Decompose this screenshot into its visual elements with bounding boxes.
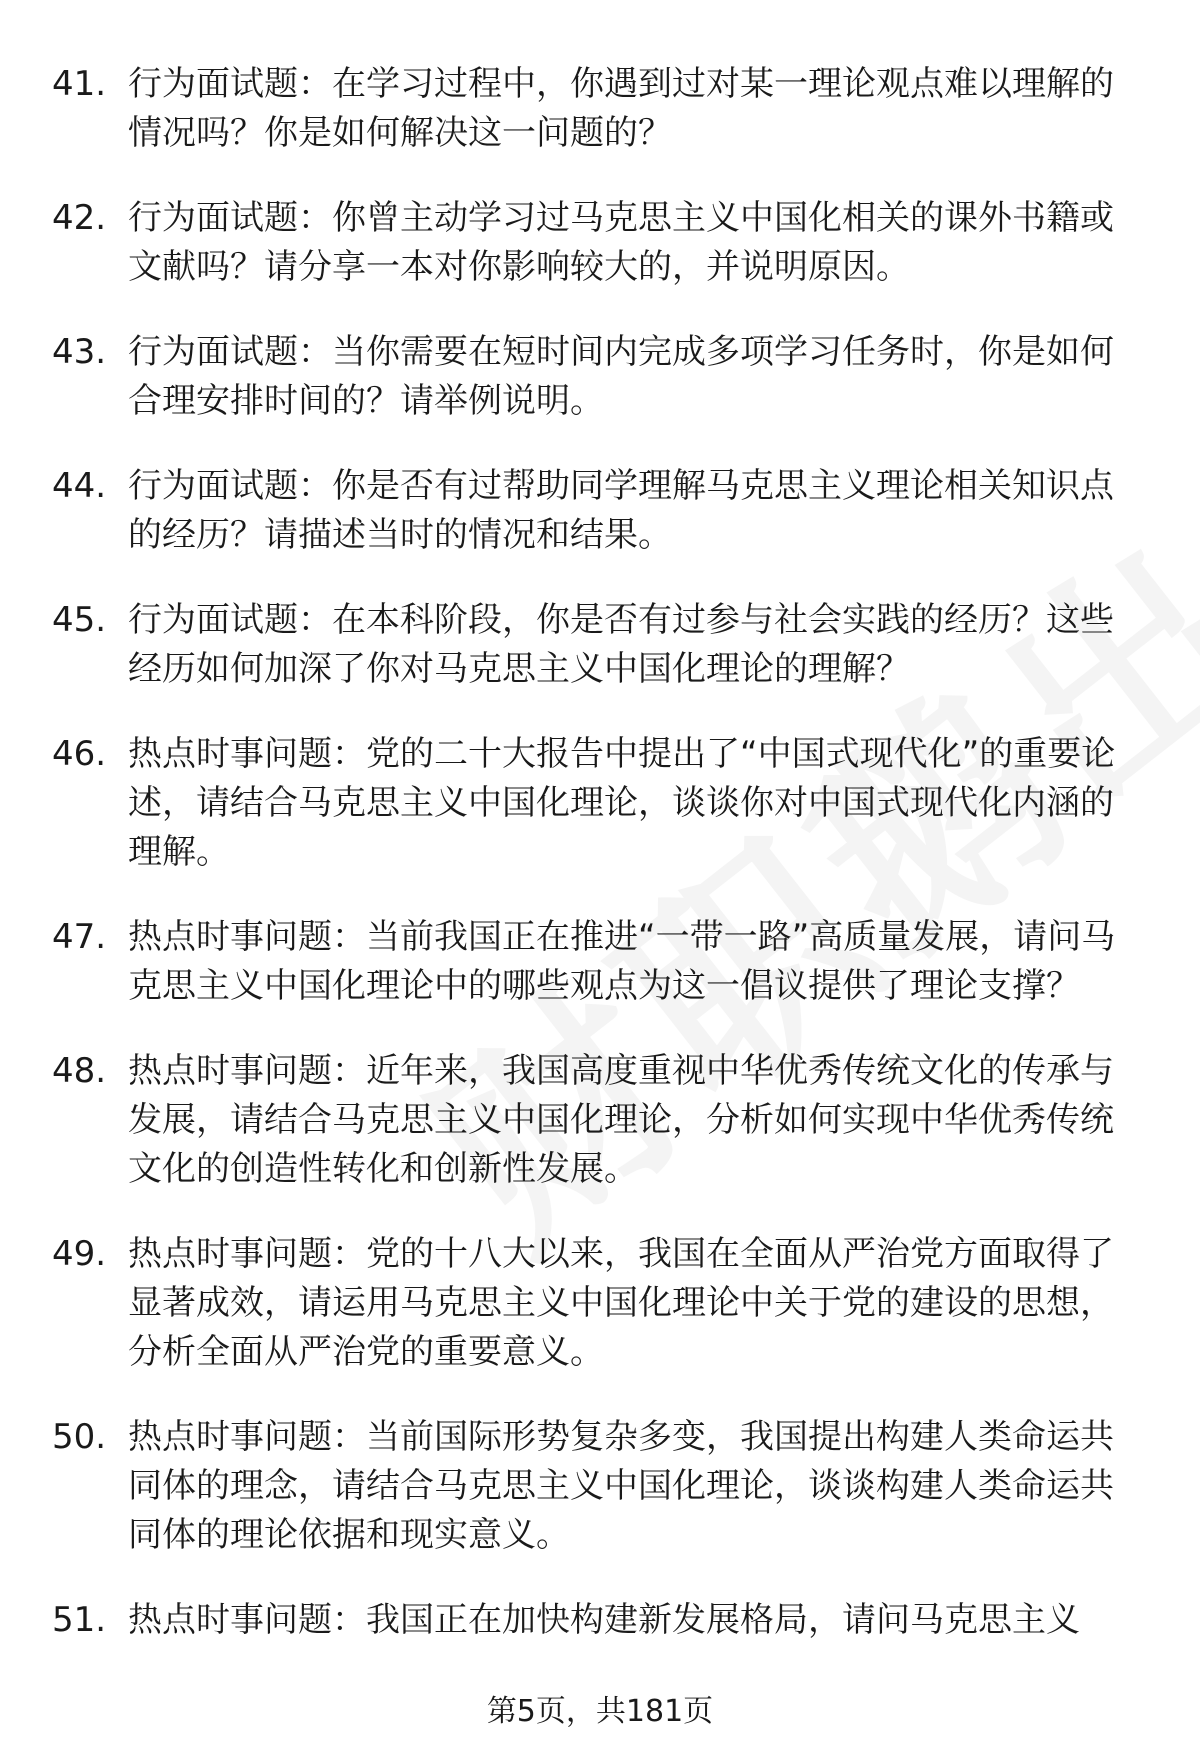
question-number: 50.	[52, 1417, 107, 1457]
question-number: 44.	[52, 466, 107, 506]
question-number: 43.	[52, 332, 107, 372]
question-text: 行为面试题：当你需要在短时间内完成多项学习任务时，你是如何合理安排时间的？请举例说明。	[128, 332, 1114, 421]
question-text: 热点时事问题：近年来，我国高度重视中华优秀传统文化的传承与发展，请结合马克思主义中国化理论，分析如何实现中华优秀传统文化的创造性转化和创新性发展。	[128, 1051, 1114, 1189]
question-number: 42.	[52, 198, 107, 238]
question-number: 51.	[52, 1600, 107, 1640]
question-number: 49.	[52, 1234, 107, 1274]
question-item	[0, 1047, 1200, 1194]
question-item	[0, 596, 1200, 694]
question-item	[0, 60, 1200, 158]
question-list	[0, 60, 1200, 1681]
question-text: 行为面试题：在本科阶段，你是否有过参与社会实践的经历？这些经历如何加深了你对马克思主义中国化理论的理解？	[128, 600, 1114, 689]
question-item	[0, 194, 1200, 292]
question-item	[0, 913, 1200, 1011]
question-text: 热点时事问题：党的二十大报告中提出了“中国式现代化”的重要论述，请结合马克思主义中国化理论，谈谈你对中国式现代化内涵的理解。	[128, 734, 1116, 872]
question-item	[0, 1413, 1200, 1560]
question-text: 热点时事问题：我国正在加快构建新发展格局，请问马克思主义	[128, 1600, 1080, 1640]
question-number: 46.	[52, 734, 107, 774]
question-item	[0, 1230, 1200, 1377]
question-item	[0, 328, 1200, 426]
question-text: 热点时事问题：党的十八大以来，我国在全面从严治党方面取得了显著成效，请运用马克思主义中国化理论中关于党的建设的思想，分析全面从严治党的重要意义。	[128, 1234, 1114, 1372]
question-text: 热点时事问题：当前我国正在推进“一带一路”高质量发展，请问马克思主义中国化理论中的哪些观点为这一倡议提供了理论支撑？	[128, 917, 1116, 1006]
question-item	[0, 462, 1200, 560]
question-number: 47.	[52, 917, 107, 957]
question-item	[0, 1596, 1200, 1645]
page-footer	[0, 1692, 1200, 1732]
page-number-label: 第5页，共181页	[486, 1694, 714, 1729]
question-text: 热点时事问题：当前国际形势复杂多变，我国提出构建人类命运共同体的理念，请结合马克思主义中国化理论，谈谈构建人类命运共同体的理论依据和现实意义。	[128, 1417, 1114, 1555]
question-item	[0, 730, 1200, 877]
question-number: 45.	[52, 600, 107, 640]
question-number: 48.	[52, 1051, 107, 1091]
question-text: 行为面试题：你曾主动学习过马克思主义中国化相关的课外书籍或文献吗？请分享一本对你影响较大的，并说明原因。	[128, 198, 1114, 287]
question-text: 行为面试题：在学习过程中，你遇到过对某一理论观点难以理解的情况吗？你是如何解决这一问题的？	[128, 64, 1114, 153]
question-number: 41.	[52, 64, 107, 104]
question-text: 行为面试题：你是否有过帮助同学理解马克思主义理论相关知识点的经历？请描述当时的情况和结果。	[128, 466, 1114, 555]
